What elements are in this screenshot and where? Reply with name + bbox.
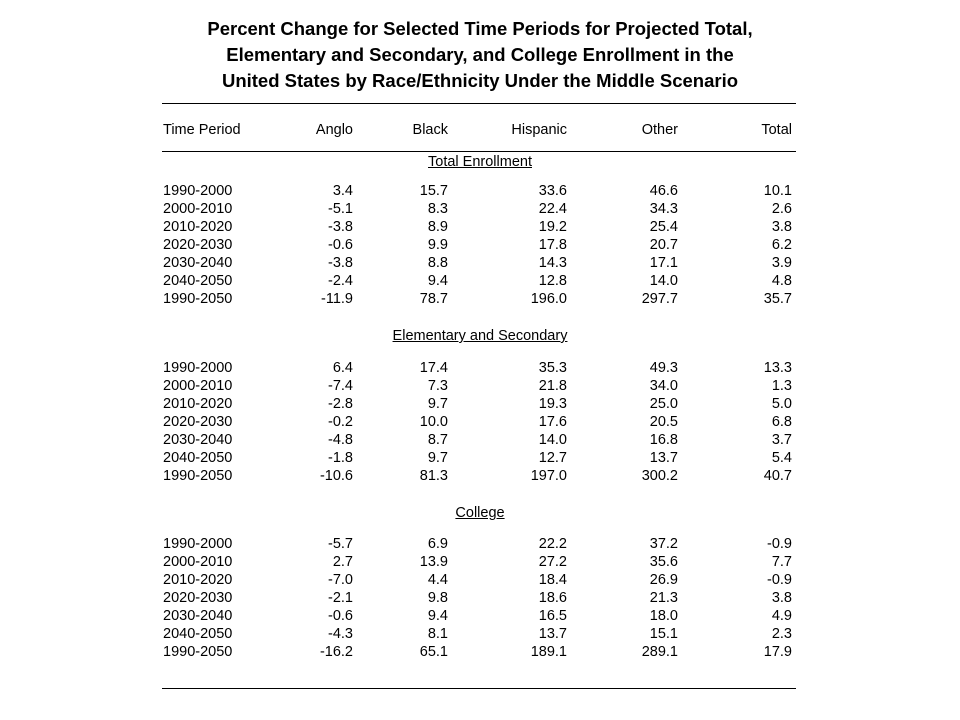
- cell-hispanic: 19.3: [538, 396, 567, 412]
- cell-hispanic: 14.0: [538, 432, 567, 448]
- cell-black: 9.4: [427, 608, 448, 624]
- cell-time-period: 1990-2000: [163, 183, 233, 199]
- cell-other: 16.8: [649, 432, 678, 448]
- title-line-2: Elementary and Secondary, and College Enrollment in the: [226, 44, 734, 65]
- cell-anglo: -16.2: [319, 644, 353, 660]
- cell-other: 17.1: [649, 255, 678, 271]
- cell-total: 4.9: [771, 608, 792, 624]
- cell-black: 15.7: [419, 183, 448, 199]
- title-divider: [162, 103, 796, 104]
- cell-black: 10.0: [419, 414, 448, 430]
- cell-time-period: 1990-2050: [163, 468, 233, 484]
- table-row: [160, 254, 800, 272]
- cell-anglo: -0.6: [328, 608, 353, 624]
- column-header-anglo: Anglo: [315, 122, 353, 138]
- cell-total: -0.9: [767, 572, 792, 588]
- table-row: [160, 607, 800, 625]
- cell-time-period: 2040-2050: [163, 450, 233, 466]
- table-row: [160, 395, 800, 413]
- cell-time-period: 2020-2030: [163, 414, 233, 430]
- cell-total: 13.3: [763, 360, 792, 376]
- cell-total: 6.2: [771, 237, 792, 253]
- cell-anglo: 2.7: [332, 554, 353, 570]
- cell-hispanic: 17.6: [538, 414, 567, 430]
- cell-anglo: -5.7: [328, 536, 353, 552]
- cell-other: 13.7: [649, 450, 678, 466]
- cell-total: 3.7: [771, 432, 792, 448]
- section-heading: Elementary and Secondary: [392, 328, 568, 344]
- cell-anglo: 6.4: [332, 360, 353, 376]
- cell-black: 4.4: [427, 572, 448, 588]
- cell-hispanic: 12.7: [538, 450, 567, 466]
- section-heading: Total Enrollment: [428, 154, 532, 170]
- cell-time-period: 2030-2040: [163, 255, 233, 271]
- cell-other: 25.0: [649, 396, 678, 412]
- cell-hispanic: 18.4: [538, 572, 567, 588]
- cell-hispanic: 22.2: [538, 536, 567, 552]
- cell-black: 8.8: [427, 255, 448, 271]
- cell-other: 15.1: [649, 626, 678, 642]
- cell-other: 35.6: [649, 554, 678, 570]
- column-header-time-period: Time Period: [163, 122, 241, 138]
- table-row: [160, 200, 800, 218]
- table-row: [160, 449, 800, 467]
- cell-black: 9.7: [427, 450, 448, 466]
- cell-hispanic: 12.8: [538, 273, 567, 289]
- cell-black: 8.9: [427, 219, 448, 235]
- cell-hispanic: 22.4: [538, 201, 567, 217]
- cell-anglo: -10.6: [319, 468, 353, 484]
- table-header-row: [160, 120, 800, 140]
- table-row: [160, 643, 800, 661]
- cell-anglo: -4.8: [328, 432, 353, 448]
- cell-total: 3.9: [771, 255, 792, 271]
- column-header-total: Total: [761, 122, 792, 138]
- cell-hispanic: 16.5: [538, 608, 567, 624]
- section-spacer: [160, 485, 800, 503]
- cell-other: 26.9: [649, 572, 678, 588]
- table-row: [160, 589, 800, 607]
- cell-time-period: 2020-2030: [163, 590, 233, 606]
- section-spacer: [160, 140, 800, 152]
- cell-time-period: 1990-2000: [163, 360, 233, 376]
- cell-anglo: -1.8: [328, 450, 353, 466]
- cell-total: 6.8: [771, 414, 792, 430]
- cell-time-period: 2000-2010: [163, 201, 233, 217]
- cell-anglo: -3.8: [328, 219, 353, 235]
- table-row: [160, 182, 800, 200]
- cell-total: 35.7: [763, 291, 792, 307]
- table-bottom-rule: [162, 688, 796, 689]
- cell-total: 17.9: [763, 644, 792, 660]
- cell-hispanic: 13.7: [538, 626, 567, 642]
- cell-total: 3.8: [771, 219, 792, 235]
- cell-black: 17.4: [419, 360, 448, 376]
- cell-other: 34.0: [649, 378, 678, 394]
- cell-time-period: 1990-2050: [163, 644, 233, 660]
- cell-time-period: 2010-2020: [163, 396, 233, 412]
- cell-total: -0.9: [767, 536, 792, 552]
- cell-time-period: 1990-2000: [163, 536, 233, 552]
- table-row: [160, 625, 800, 643]
- cell-total: 1.3: [771, 378, 792, 394]
- cell-black: 7.3: [427, 378, 448, 394]
- cell-hispanic: 17.8: [538, 237, 567, 253]
- table-row: [160, 413, 800, 431]
- table-row: [160, 571, 800, 589]
- cell-other: 20.5: [649, 414, 678, 430]
- table-row: [160, 553, 800, 571]
- cell-hispanic: 14.3: [538, 255, 567, 271]
- cell-hispanic: 189.1: [530, 644, 567, 660]
- cell-anglo: -7.4: [328, 378, 353, 394]
- cell-time-period: 2000-2010: [163, 378, 233, 394]
- cell-anglo: -0.6: [328, 237, 353, 253]
- cell-black: 81.3: [419, 468, 448, 484]
- enrollment-table: [160, 120, 800, 661]
- cell-total: 4.8: [771, 273, 792, 289]
- cell-anglo: -0.2: [328, 414, 353, 430]
- cell-anglo: -11.9: [321, 291, 353, 307]
- cell-total: 7.7: [771, 554, 792, 570]
- page-title: [160, 16, 800, 94]
- section-heading: College: [455, 505, 505, 521]
- cell-anglo: 3.4: [332, 183, 353, 199]
- cell-other: 37.2: [649, 536, 678, 552]
- section-spacer: [160, 523, 800, 535]
- cell-time-period: 2010-2020: [163, 219, 233, 235]
- cell-black: 65.1: [419, 644, 448, 660]
- cell-black: 13.9: [419, 554, 448, 570]
- cell-total: 2.6: [771, 201, 792, 217]
- table-row: [160, 290, 800, 308]
- cell-anglo: -3.8: [328, 255, 353, 271]
- column-header-hispanic: Hispanic: [511, 122, 567, 138]
- cell-anglo: -2.8: [328, 396, 353, 412]
- title-line-1: Percent Change for Selected Time Periods for Projected Total,: [207, 18, 753, 39]
- table-row: [160, 535, 800, 553]
- cell-total: 3.8: [771, 590, 792, 606]
- table-row: [160, 272, 800, 290]
- section-spacer: [160, 172, 800, 182]
- cell-other: 21.3: [649, 590, 678, 606]
- cell-time-period: 2020-2030: [163, 237, 233, 253]
- cell-time-period: 2040-2050: [163, 626, 233, 642]
- cell-anglo: -4.3: [328, 626, 353, 642]
- cell-black: 6.9: [427, 536, 448, 552]
- cell-anglo: -7.0: [328, 572, 353, 588]
- cell-other: 18.0: [649, 608, 678, 624]
- table-row: [160, 377, 800, 395]
- cell-other: 46.6: [649, 183, 678, 199]
- cell-total: 40.7: [763, 468, 792, 484]
- cell-black: 9.4: [427, 273, 448, 289]
- cell-hispanic: 196.0: [530, 291, 567, 307]
- cell-time-period: 2030-2040: [163, 432, 233, 448]
- cell-hispanic: 19.2: [538, 219, 567, 235]
- cell-hispanic: 27.2: [538, 554, 567, 570]
- cell-time-period: 1990-2050: [163, 291, 233, 307]
- cell-other: 297.7: [641, 291, 678, 307]
- table-body: [160, 140, 800, 661]
- cell-total: 10.1: [763, 183, 792, 199]
- cell-black: 9.7: [427, 396, 448, 412]
- cell-black: 9.8: [427, 590, 448, 606]
- cell-anglo: -2.1: [328, 590, 353, 606]
- cell-time-period: 2030-2040: [163, 608, 233, 624]
- table-row: [160, 359, 800, 377]
- cell-black: 8.3: [427, 201, 448, 217]
- cell-black: 8.7: [427, 432, 448, 448]
- cell-other: 49.3: [649, 360, 678, 376]
- cell-black: 8.1: [427, 626, 448, 642]
- column-header-other: Other: [641, 122, 678, 138]
- cell-total: 5.0: [771, 396, 792, 412]
- cell-black: 78.7: [419, 291, 448, 307]
- cell-hispanic: 35.3: [538, 360, 567, 376]
- cell-other: 14.0: [649, 273, 678, 289]
- cell-black: 9.9: [427, 237, 448, 253]
- cell-hispanic: 33.6: [538, 183, 567, 199]
- cell-anglo: -2.4: [328, 273, 353, 289]
- cell-hispanic: 18.6: [538, 590, 567, 606]
- table-row: [160, 218, 800, 236]
- table-row: [160, 431, 800, 449]
- cell-hispanic: 197.0: [530, 468, 567, 484]
- cell-other: 300.2: [641, 468, 678, 484]
- table-row: [160, 236, 800, 254]
- cell-other: 20.7: [649, 237, 678, 253]
- cell-total: 5.4: [771, 450, 792, 466]
- cell-anglo: -5.1: [328, 201, 353, 217]
- table-row: [160, 467, 800, 485]
- cell-other: 289.1: [641, 644, 678, 660]
- title-line-3: United States by Race/Ethnicity Under the Middle Scenario: [221, 70, 739, 91]
- cell-hispanic: 21.8: [538, 378, 567, 394]
- column-header-black: Black: [412, 122, 448, 138]
- cell-time-period: 2010-2020: [163, 572, 233, 588]
- cell-time-period: 2000-2010: [163, 554, 233, 570]
- cell-total: 2.3: [771, 626, 792, 642]
- cell-other: 34.3: [649, 201, 678, 217]
- cell-other: 25.4: [649, 219, 678, 235]
- cell-time-period: 2040-2050: [163, 273, 233, 289]
- section-spacer: [160, 346, 800, 359]
- section-spacer: [160, 308, 800, 326]
